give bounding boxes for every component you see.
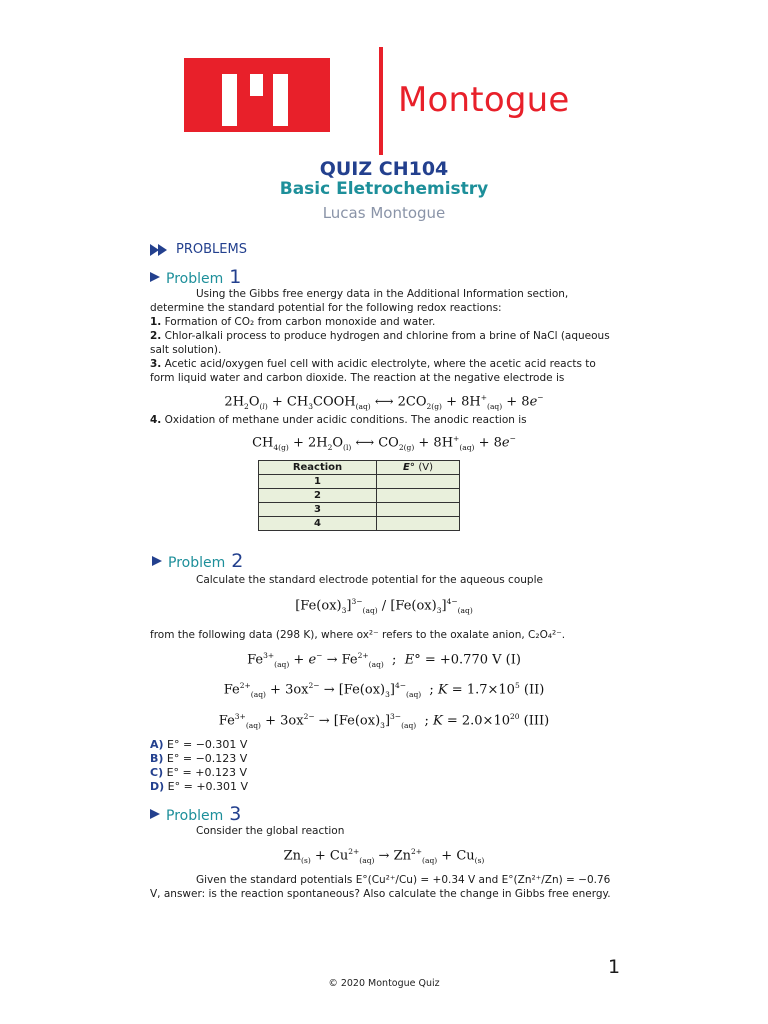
- problem-word: Problem: [168, 555, 226, 571]
- quiz-title: QUIZ CH104: [319, 158, 449, 180]
- triangle-bullet-icon: [150, 809, 160, 819]
- answer-cell[interactable]: [377, 489, 460, 503]
- problem-1-item-3: 3. Acetic acid/oxygen fuel cell with acidic electrolyte, where the acetic acid reacts to form liquid water and carbon dioxide. The reaction at the negative electrode is: [150, 358, 596, 384]
- triangle-bullet-icon: [150, 272, 160, 282]
- triangle-bullet-icon: [152, 556, 162, 566]
- double-chevron-right-icon: [150, 244, 170, 256]
- table-header: Reaction: [259, 461, 377, 475]
- quiz-subtitle: Basic Eletrochemistry: [279, 179, 489, 199]
- equation-methane: $CH_{4(g)} + 2H_2O_{(l)}$ ⟷ $CO_{2(g)} + 8H^+_{(aq)} + 8e^-$: [252, 434, 516, 452]
- reaction-table: [258, 460, 460, 531]
- problem-1-heading: [150, 266, 241, 288]
- problem-number: 1: [229, 266, 242, 288]
- problem-1-intro: Using the Gibbs free energy data in the Additional Information section, determine the standard potential for the following redox reactions:: [150, 288, 569, 314]
- problem-number: 2: [231, 550, 244, 572]
- problem-2-intro: Calculate the standard electrode potential for the aqueous couple: [196, 574, 543, 586]
- equation-II: $Fe^{2+}_{(aq)} + 3ox^{2-} \to [Fe(ox)_3]^{4-}_{(aq)}$ ; $K = 1.7\times 10^5$ (II): [223, 681, 545, 699]
- problem-2-heading: [152, 550, 243, 572]
- equation-couple: $[Fe(ox)_3]^{3-}_{(aq)} / [Fe(ox)_3]^{4-}_{(aq)}$: [295, 597, 473, 615]
- equation-acetic-acid: $2H_2O_{(l)}$ + $CH_3COOH_{(aq)}$ ⟷ $2CO_{2(g)} + 8H^+_{(aq)} + 8e^-$: [224, 393, 544, 411]
- table-row: 3: [259, 503, 460, 517]
- equation-global: $Zn_{(s)} + Cu^{2+}_{(aq)} \to Zn^{2+}_{(aq)} + Cu_{(s)}$: [283, 847, 485, 865]
- section-heading: [150, 242, 247, 257]
- footer-copyright: © 2020 Montogue Quiz: [328, 978, 440, 989]
- table-row: 4: [259, 517, 460, 531]
- logo-separator: [379, 47, 383, 155]
- problem-word: Problem: [166, 808, 224, 824]
- montogue-logo-icon: [184, 58, 330, 132]
- option-d[interactable]: D) E° = +0.301 V: [150, 780, 249, 793]
- option-c[interactable]: C) E° = +0.123 V: [150, 766, 247, 779]
- option-a[interactable]: A) E° = −0.301 V: [150, 738, 248, 751]
- table-row: 1: [259, 475, 460, 489]
- equation-I: $Fe^{3+}_{(aq)} + e^- \to Fe^{2+}_{(aq)}$ ; E° = +0.770 V (I): [247, 651, 521, 669]
- answer-cell[interactable]: [377, 517, 460, 531]
- author-name: Lucas Montogue: [322, 204, 446, 222]
- problem-1-item-4: 4. Oxidation of methane under acidic conditions. The anodic reaction is: [150, 414, 527, 426]
- problem-3-body: Given the standard potentials E°(Cu²⁺/Cu) = +0.34 V and E°(Zn²⁺/Zn) = −0.76 V, answer: is the reaction spontaneous? Also calculate the change in Gibbs free energy.: [150, 874, 611, 900]
- table-row: 2: [259, 489, 460, 503]
- equation-III: $Fe^{3+}_{(aq)} + 3ox^{2-} \to [Fe(ox)_3]^{3-}_{(aq)}$ ; $K = 2.0\times 10^{20}$ (III): [218, 712, 550, 730]
- option-b[interactable]: B) E° = −0.123 V: [150, 752, 248, 765]
- problem-1-item-2: 2. Chlor-alkali process to produce hydrogen and chlorine from a brine of NaCl (aqueous salt solution).: [150, 330, 610, 356]
- table-header: E° (V): [377, 461, 460, 475]
- answer-cell[interactable]: [377, 475, 460, 489]
- answer-cell[interactable]: [377, 503, 460, 517]
- page-number: 1: [608, 956, 621, 978]
- problem-2-data-text: from the following data (298 K), where ox²⁻ refers to the oxalate anion, C₂O₄²⁻.: [150, 629, 566, 641]
- problem-1-item-1: 1. Formation of CO₂ from carbon monoxide and water.: [150, 316, 436, 328]
- problem-word: Problem: [166, 271, 224, 287]
- section-label: PROBLEMS: [176, 242, 247, 257]
- brand-name: Montogue: [398, 80, 570, 120]
- problem-number: 3: [229, 803, 242, 825]
- problem-3-intro: Consider the global reaction: [196, 825, 345, 837]
- problem-3-heading: [150, 803, 241, 825]
